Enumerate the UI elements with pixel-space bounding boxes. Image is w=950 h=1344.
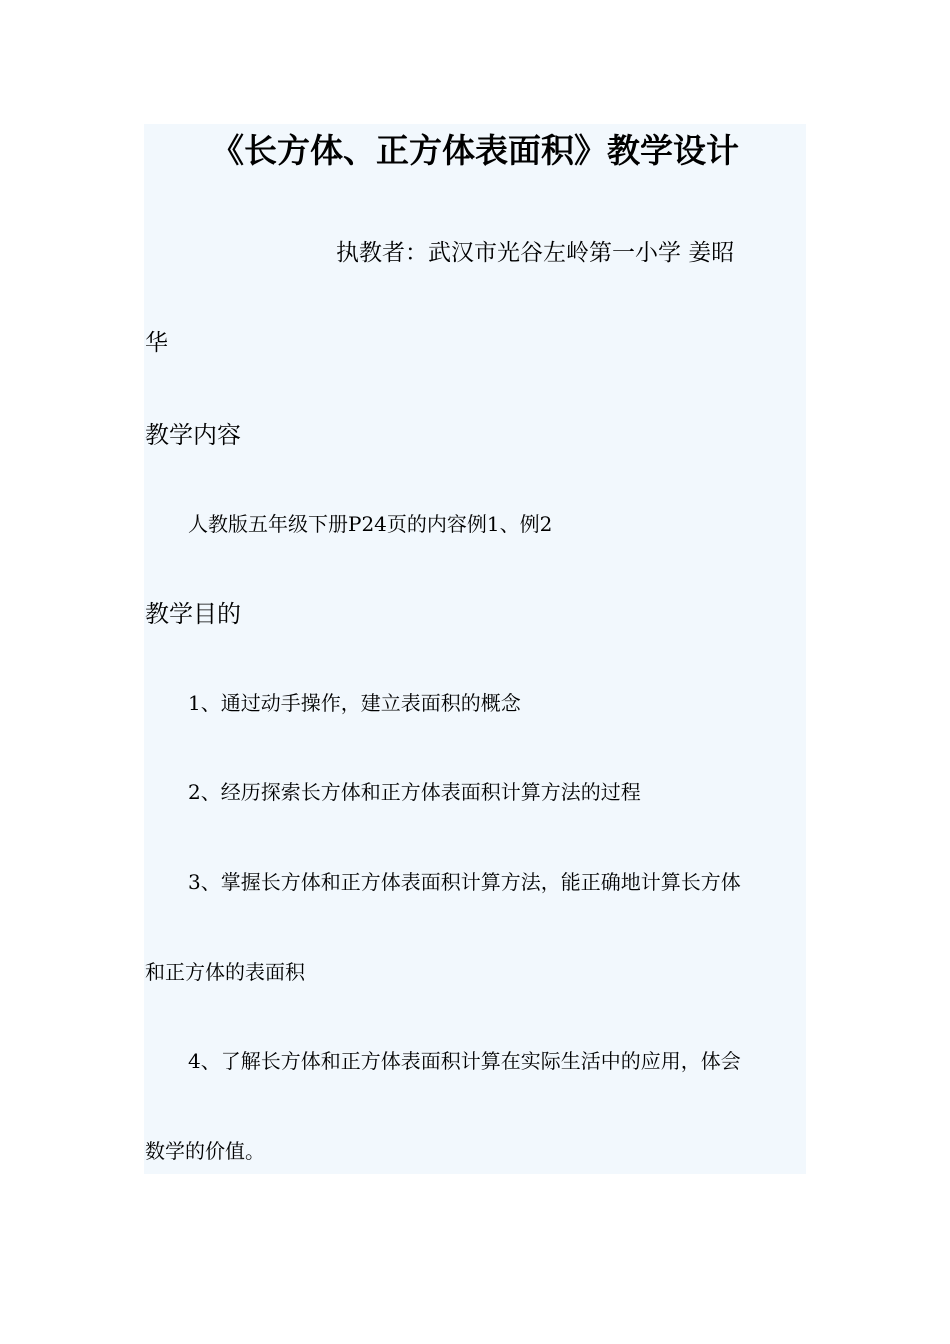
document-page [144, 124, 806, 1174]
objective-item-4-continued: 数学的价值。 [145, 1139, 265, 1163]
objective-item-4: 4、了解长方体和正方体表面积计算在实际生活中的应用，体会 [188, 1049, 741, 1073]
document-title: 《长方体、正方体表面积》教学设计 [211, 131, 739, 170]
section-heading-objectives: 教学目的 [145, 600, 241, 628]
objective-item-3-continued: 和正方体的表面积 [145, 960, 305, 984]
objective-item-3: 3、掌握长方体和正方体表面积计算方法，能正确地计算长方体 [188, 870, 741, 894]
section-heading-content: 教学内容 [145, 421, 241, 449]
objective-item-2: 2、经历探索长方体和正方体表面积计算方法的过程 [188, 780, 641, 804]
author-line-continued: 华 [145, 330, 168, 356]
author-line: 执教者：武汉市光谷左岭第一小学 姜昭 [336, 240, 735, 266]
objective-item-1: 1、通过动手操作，建立表面积的概念 [188, 691, 521, 715]
content-text: 人教版五年级下册P24页的内容例1、例2 [188, 512, 553, 536]
